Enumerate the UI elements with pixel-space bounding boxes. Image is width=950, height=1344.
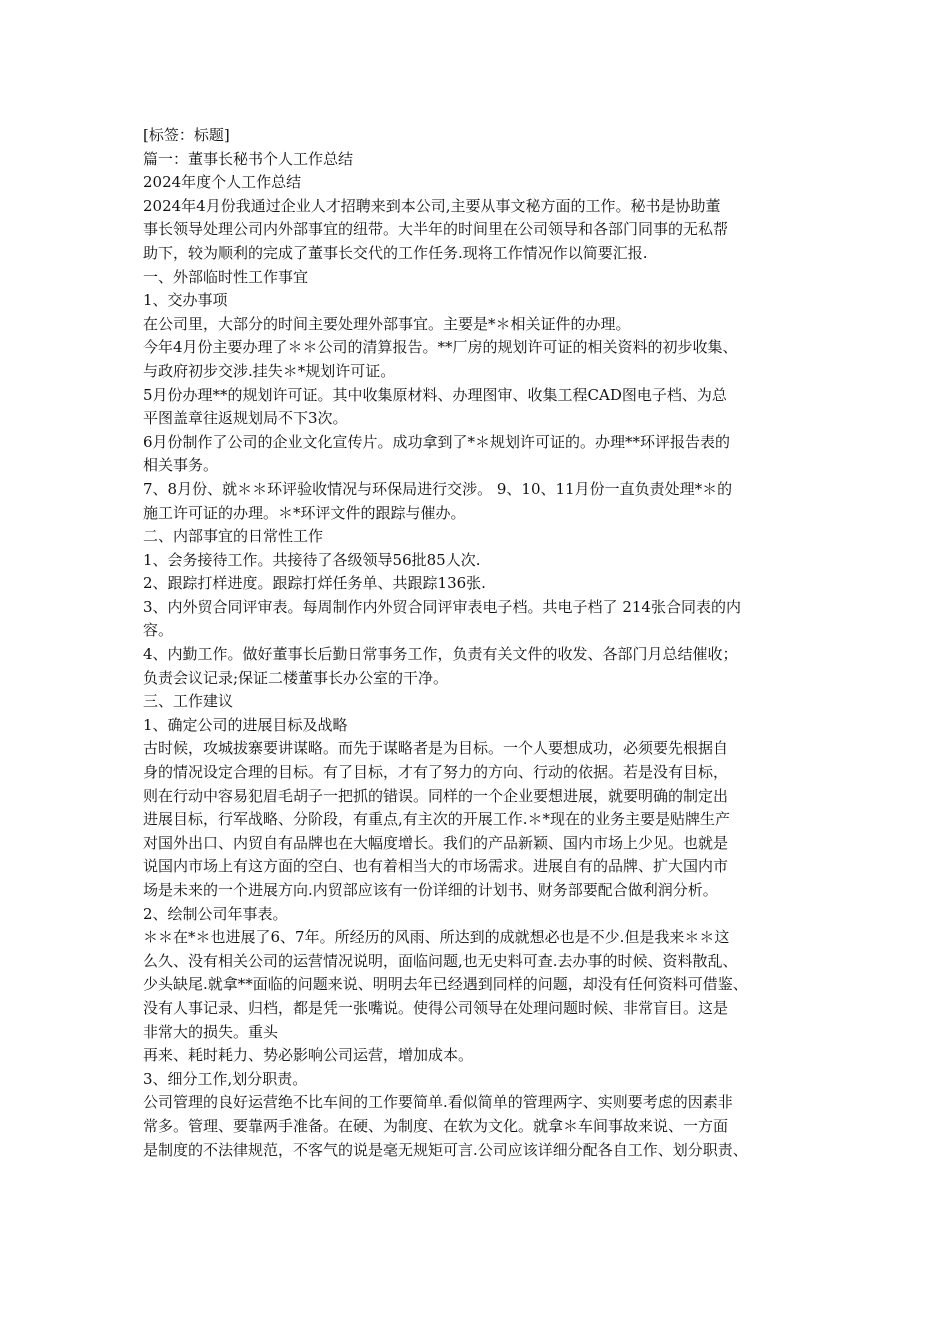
text-line: 身的情况设定合理的目标。有了目标，才有了努力的方向、行动的依据。若是没有目标， <box>143 763 729 782</box>
document-page <box>143 124 811 1162</box>
text-line: 场是未来的一个进展方向.内贸部应该有一份详细的计划书、财务部要配合做利润分析。 <box>143 881 718 899</box>
text-line: 古时候，攻城拔寨要讲谋略。而先于谋略者是为目标。一个人要想成功，必须要先根据自 <box>143 739 729 758</box>
text-line: 事长领导处理公司内外部事宜的纽带。大半年的时间里在公司领导和各部门同事的无私帮 <box>143 220 729 239</box>
text-line: 助下，较为顺利的完成了董事长交代的工作任务.现将工作情况作以简要汇报. <box>143 243 648 262</box>
text-line: 少头缺尾.就拿**面临的问题来说、明明去年已经遇到同样的问题，却没有任何资料可借鉴、 <box>143 975 748 994</box>
text-line: 1、确定公司的进展目标及战略 <box>143 715 348 734</box>
text-line: 1、会务接待工作。共接待了各级领导56批85人次. <box>143 550 481 569</box>
text-line: [标签：标题] <box>143 126 230 144</box>
text-line: 对国外出口、内贸自有品牌也在大幅度增长。我们的产品新颖、国内市场上少见。也就是 <box>143 833 729 852</box>
text-line: 平图盖章往返规划局不下3次。 <box>143 409 348 428</box>
text-line: 三、工作建议 <box>143 692 234 711</box>
text-line: 4、内勤工作。做好董事长后勤日常事务工作，负责有关文件的收发、各部门月总结催收； <box>143 645 738 664</box>
text-line: 2024年度个人工作总结 <box>143 173 302 192</box>
text-line: 非常大的损失。重头 <box>143 1022 279 1041</box>
text-line: 没有人事记录、归档，都是凭一张嘴说。使得公司领导在处理问题时候、非常盲目。这是 <box>143 998 729 1017</box>
text-line: 6月份制作了公司的企业文化宣传片。成功拿到了*＊规划许可证的。办理**环评报告表的 <box>143 432 731 451</box>
text-line: 么久、没有相关公司的运营情况说明，面临问题,也无史料可查.去办事的时候、资料散乱、 <box>143 951 738 970</box>
text-line: 篇一：董事长秘书个人工作总结 <box>143 149 354 168</box>
text-line: 5月份办理**的规划许可证。其中收集原材料、办理图审、收集工程CAD图电子档、为总 <box>143 385 727 404</box>
text-line: 2、绘制公司年事表。 <box>143 904 288 923</box>
text-line: 今年4月份主要办理了＊＊公司的清算报告。**厂房的规划许可证的相关资料的初步收集、 <box>143 338 738 357</box>
text-line: 2、跟踪打样进度。跟踪打烊任务单、共跟踪136张. <box>143 574 486 593</box>
text-line: 相关事务。 <box>143 456 219 475</box>
text-line: 与政府初步交涉.挂失＊*规划许可证。 <box>143 361 396 380</box>
text-line: 再来、耗时耗力、势必影响公司运营，增加成本。 <box>143 1046 474 1065</box>
text-line: 施工许可证的办理。＊*环评文件的跟踪与催办。 <box>143 503 466 522</box>
text-line: 3、内外贸合同评审表。每周制作内外贸合同评审表电子档。共电子档了 214张合同表的内 <box>143 597 741 616</box>
text-line: 则在行动中容易犯眉毛胡子一把抓的错误。同样的一个企业要想进展，就要明确的制定出 <box>143 786 729 805</box>
text-line: ＊＊在*＊也进展了6、7年。所经历的风雨、所达到的成就想必也是不少.但是我来＊＊这 <box>143 928 730 947</box>
text-line: 2024年4月份我通过企业人才招聘来到本公司,主要从事文秘方面的工作。秘书是协助董 <box>143 196 721 215</box>
text-line: 公司管理的良好运营绝不比车间的工作要简单.看似简单的管理两字、实则要考虑的因素非 <box>143 1093 733 1112</box>
text-line: 说国内市场上有这方面的空白、也有着相当大的市场需求。进展自有的品牌、扩大国内市 <box>143 857 729 876</box>
text-line: 3、细分工作,划分职责。 <box>143 1069 308 1088</box>
text-line: 7、8月份、就＊＊环评验收情况与环保局进行交涉。 9、10、11月份一直负责处理*＊的 <box>143 479 733 498</box>
text-line: 进展目标，行军战略、分阶段，有重点,有主次的开展工作.＊*现在的业务主要是贴牌生产 <box>143 810 731 829</box>
text-line: 是制度的不法律规范，不客气的说是毫无规矩可言.公司应该详细分配各自工作、划分职责、 <box>143 1140 748 1159</box>
text-line: 二、内部事宜的日常性工作 <box>143 527 324 546</box>
text-line: 一、外部临时性工作事宜 <box>143 267 309 286</box>
text-line: 容。 <box>143 621 174 640</box>
text-line: 负责会议记录;保证二楼董事长办公室的干净。 <box>143 668 449 687</box>
text-line: 1、交办事项 <box>143 291 228 310</box>
text-line: 在公司里，大部分的时间主要处理外部事宜。主要是*＊相关证件的办理。 <box>143 314 631 333</box>
text-line: 常多。管理、要靠两手准备。在硬、为制度、在软为文化。就拿＊车间事故来说、一方面 <box>143 1116 729 1135</box>
